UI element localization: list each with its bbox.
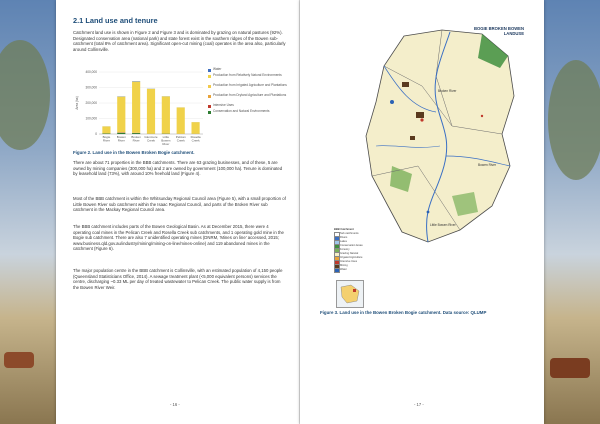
paragraph-mines: The BBB catchment includes parts of the Bowen Geological Basin. As at December 2015, there were 4 operating coal mines in the Pelican Creek and Rosella Creek sub catchments, and 1 operating gold mine in the Bogie sub catchment. There are also 7 unidentified operating mines (DNRM, 'Mines on line' accessed, 2015; www.business.qld.gov.au/industry/mining/mining-on-line/mines-online) and 119 abandoned mines in the catchment (Figure 6).: [73, 224, 284, 252]
locator-inset-map: [336, 280, 364, 308]
background-tree: [548, 60, 600, 180]
chart-x-tick-label: Broken: [131, 135, 141, 139]
chart-legend-item: Conservation and Natural Environments: [208, 110, 288, 116]
chart-x-tick-label: Creek: [176, 138, 185, 143]
background-cattle: [550, 358, 590, 378]
paragraph-council-areas: Most of the BBB catchment is within the Whitsunday Regional Council area (Figure 5), with a small proportion of Little Bowen River sub catchment within the Isaac Regional Council, and parts of the Broken River sub catchment in the Mackay Regional Council area.: [73, 196, 286, 213]
legend-swatch: [208, 111, 211, 114]
land-use-bar-chart: [73, 68, 287, 151]
chart-plot-area: [73, 68, 208, 151]
intensive-use: [420, 118, 423, 121]
map-legend-item: Forestry: [334, 248, 384, 252]
chart-bar-segment: [117, 133, 125, 134]
chart-x-tick-label: River: [102, 138, 110, 143]
chart-y-axis-label: Area (ha): [75, 96, 79, 110]
mining-area: [402, 82, 409, 87]
chart-bar-segment: [132, 82, 140, 133]
lake: [390, 100, 394, 104]
chart-y-tick-label: 0: [95, 132, 97, 137]
page-number-right: - 17 -: [414, 402, 424, 407]
map-legend-title: BBB Catchment: [334, 228, 354, 231]
page-number-left: - 16 -: [170, 402, 180, 407]
chart-x-tick-label: Pelican: [175, 135, 186, 139]
chart-legend-item: Water: [208, 68, 288, 74]
legend-swatch: [208, 85, 211, 88]
map-legend-item: Conservation Areas: [334, 244, 384, 248]
chart-x-tick-label: River: [162, 142, 170, 147]
map-legend-item: Grazing Natural: [334, 252, 384, 256]
map-legend-swatch: [334, 268, 340, 272]
chart-bar-segment: [177, 107, 185, 133]
figure-3-caption: Figure 3. Land use in the Bowen Broken Bogie catchment. Data source: QLUMP: [320, 310, 487, 315]
chart-y-tick-label: 400,000: [85, 70, 97, 75]
legend-swatch: [208, 75, 211, 78]
chart-bar-segment: [162, 96, 170, 133]
map-label-broken: Broken River: [438, 89, 457, 93]
chart-y-tick-label: 100,000: [85, 116, 97, 121]
mining-area: [416, 112, 424, 118]
chart-x-tick-label: Bogie: [102, 135, 111, 139]
figure-2-caption: Figure 2. Land use in the Bowen Broken Bogie catchment.: [73, 150, 195, 155]
chart-x-tick-label: Creek: [146, 138, 156, 143]
lake: [427, 211, 430, 214]
background-cattle: [4, 352, 34, 368]
chart-x-tick-label: Bowen: [161, 138, 171, 143]
legend-swatch: [208, 69, 211, 72]
chart-legend-item: Production from Irrigated Agriculture and Plantations: [208, 84, 288, 94]
left-page: [56, 0, 300, 424]
land-use-map: [332, 16, 528, 250]
legend-swatch: [208, 105, 211, 108]
chart-y-tick-label: 300,000: [85, 85, 97, 90]
map-label-bowen: Bowen River: [478, 163, 497, 167]
map-legend: [334, 228, 384, 272]
map-graphic: [332, 16, 528, 250]
section-heading: 2.1 Land use and tenure: [73, 16, 158, 25]
paragraph-land-use: Catchment land use is shown in Figure 2 and Figure 3 and is dominated by grazing on natural pastures (92%). Designated conservation area (national park) and state forest exist in the southern ridges of the Bowen sub-catchment (total 8% of catchment area). Significant open-cut mining (coal) operates in the area also, particularly around Collinsville.: [73, 30, 286, 52]
chart-bar-segment: [147, 89, 155, 134]
chart-x-tick-label: River: [117, 138, 125, 143]
chart-x-tick-label: River: [132, 138, 140, 143]
chart-x-tick-label: Rosella: [190, 135, 201, 139]
chart-bar-segment: [117, 97, 125, 133]
chart-bar-segment: [132, 133, 140, 134]
chart-legend-item: Intensive Uses: [208, 104, 288, 110]
paragraph-properties: There are about 71 properties in the BBB catchments. There are 63 grazing businesses, and of these, 5 are owned by mining companies (300,000 ha) and 2 are owned by government (100,000 ha). Tenure is dominated by leasehold land (73%), with around 10% freehold land (Figure 4).: [73, 160, 283, 177]
chart-x-tick-label: Bowen: [116, 135, 126, 139]
map-legend-item: Lakes: [334, 240, 384, 244]
chart-bar-segment: [102, 126, 110, 133]
chart-legend-item: Production from Relatively Natural Environments: [208, 74, 288, 84]
chart-y-tick-label: 200,000: [85, 101, 97, 106]
legend-swatch: [208, 95, 211, 98]
map-label-little-bowen: Little Bowen River: [430, 223, 456, 227]
map-legend-item: Water: [334, 268, 384, 272]
map-title: BOGIE BROKEN BOWEN LANDUSE: [473, 26, 524, 36]
chart-x-tick-label: Little: [162, 135, 170, 139]
map-legend-item: Sub catchments: [334, 232, 384, 236]
chart-legend: [208, 68, 288, 116]
chart-x-tick-label: Creek: [191, 138, 200, 143]
chart-legend-item: Production from Dryland Agriculture and Plantations: [208, 94, 288, 104]
map-legend-item: Mining: [334, 264, 384, 268]
map-legend-item: Irrigated Agriculture: [334, 256, 384, 260]
intensive-use: [481, 115, 483, 117]
map-legend-item: Rivers: [334, 236, 384, 240]
mining-area: [410, 136, 415, 140]
map-legend-item: Intensive Uses: [334, 260, 384, 264]
chart-bar-segment: [191, 122, 199, 134]
right-page: [300, 0, 544, 424]
paragraph-population: The major population centre in the BBB catchment is Collinsville, with an estimated population of 4,150 people (Queensland Statisticians Office, 2014). A sewage treatment plant (<5,000 equivalent persons) services the centre, discharging ~0.33 ML per day of treated wastewater to Pelican Creek. The public water supply is from the Bowen River Weir.: [73, 268, 283, 290]
chart-x-tick-label: Glenmore: [144, 135, 158, 139]
